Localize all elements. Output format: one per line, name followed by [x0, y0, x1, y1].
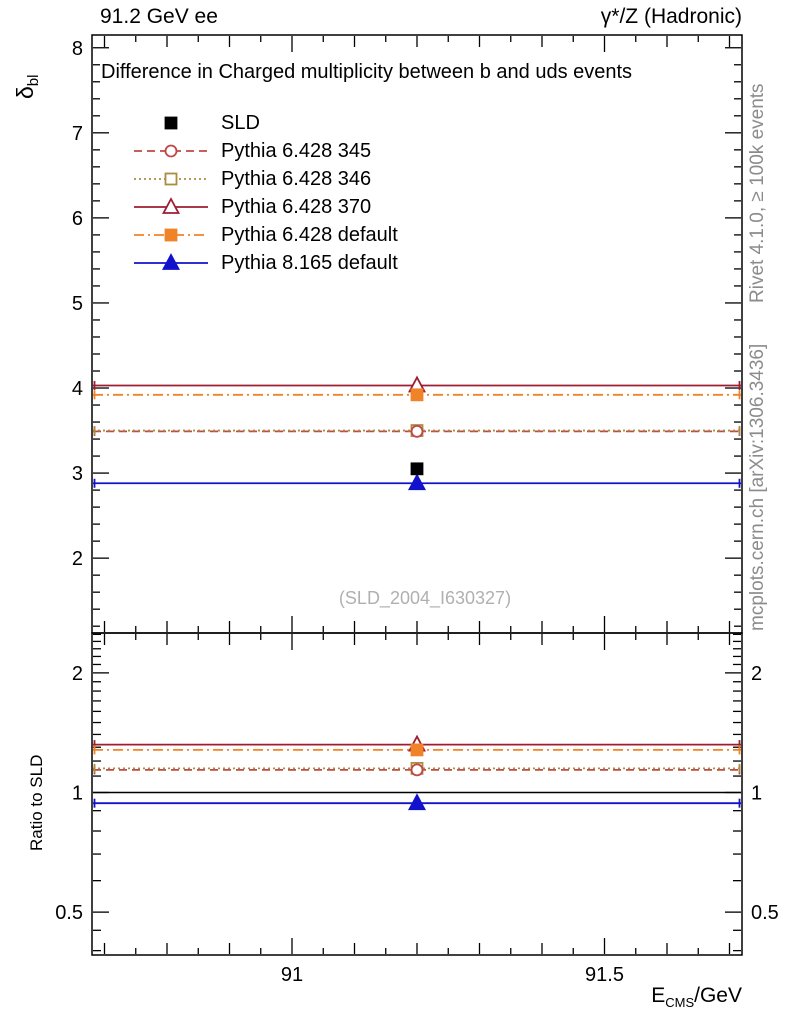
series-marker: [166, 230, 177, 241]
tick-label: 2: [71, 548, 83, 571]
y-axis-symbol: δ: [12, 86, 38, 99]
series-marker: [166, 174, 177, 185]
x-axis-symbol: E: [651, 984, 666, 1007]
series-marker: [412, 744, 423, 755]
header-left: 91.2 GeV ee: [100, 5, 218, 28]
legend-marker-pythia-370: [132, 196, 210, 218]
legend-marker-pythia-346: [132, 168, 210, 190]
tick-label: 2: [71, 662, 83, 685]
y-axis-title: [12, 75, 42, 100]
tick-label: 7: [71, 122, 83, 145]
legend-item: [132, 221, 398, 249]
series-marker: [166, 118, 177, 129]
y-axis-subscript: bl: [25, 74, 42, 87]
legend-label: Pythia 6.428 346: [221, 167, 372, 190]
legend-marker-pythia8-default: [132, 252, 210, 274]
legend-marker-pythia-345: [132, 140, 210, 162]
tick-label: 4: [71, 378, 83, 401]
legend-label: Pythia 6.428 345: [221, 139, 372, 162]
legend-item: [132, 165, 398, 193]
watermark: (SLD_2004_I630327): [338, 588, 512, 608]
ratio-axis-title: Ratio to SLD: [27, 754, 46, 851]
legend-label: Pythia 8.165 default: [221, 251, 398, 274]
x-axis-subscript: CMS: [665, 995, 695, 1010]
series-marker: [410, 795, 425, 809]
tick-label: 2: [751, 662, 763, 685]
series-marker: [412, 463, 423, 474]
rivet-version-note: Rivet 4.1.0, ≥ 100k events: [747, 83, 768, 303]
tick-label: 6: [71, 207, 83, 230]
legend-label: Pythia 6.428 default: [221, 223, 398, 246]
legend-item: [132, 137, 398, 165]
tick-label: 5: [71, 292, 83, 315]
series-marker: [412, 389, 423, 400]
series-marker: [164, 255, 179, 269]
legend-item: [132, 193, 398, 221]
series-marker: [166, 146, 177, 157]
tick-label: 91.5: [585, 964, 624, 986]
series-marker: [410, 475, 425, 489]
series-marker: [164, 199, 179, 213]
header-right: γ*/Z (Hadronic): [600, 5, 742, 28]
legend-label: SLD: [221, 111, 260, 134]
mcplots-note: mcplots.cern.ch [arXiv:1306.3436]: [747, 343, 768, 631]
series-marker: [412, 764, 423, 775]
tick-label: 91: [280, 964, 304, 986]
legend-item: [132, 249, 398, 277]
series-marker: [412, 426, 423, 437]
plot-title: Difference in Charged multiplicity between b and uds events: [101, 61, 633, 83]
legend-label: Pythia 6.428 370: [221, 195, 372, 218]
tick-label: 1: [751, 782, 763, 805]
legend: [132, 109, 398, 277]
legend-marker-pythia6-default: [132, 224, 210, 246]
tick-label: 3: [71, 463, 83, 486]
x-axis-title: [651, 984, 742, 1010]
tick-label: 8: [71, 37, 83, 60]
legend-marker-sld: [132, 112, 210, 134]
tick-label: 1: [71, 782, 83, 805]
legend-item: [132, 109, 398, 137]
x-axis-suffix: /GeV: [694, 984, 742, 1007]
tick-label: 0.5: [751, 902, 779, 925]
tick-label: 0.5: [55, 902, 83, 925]
